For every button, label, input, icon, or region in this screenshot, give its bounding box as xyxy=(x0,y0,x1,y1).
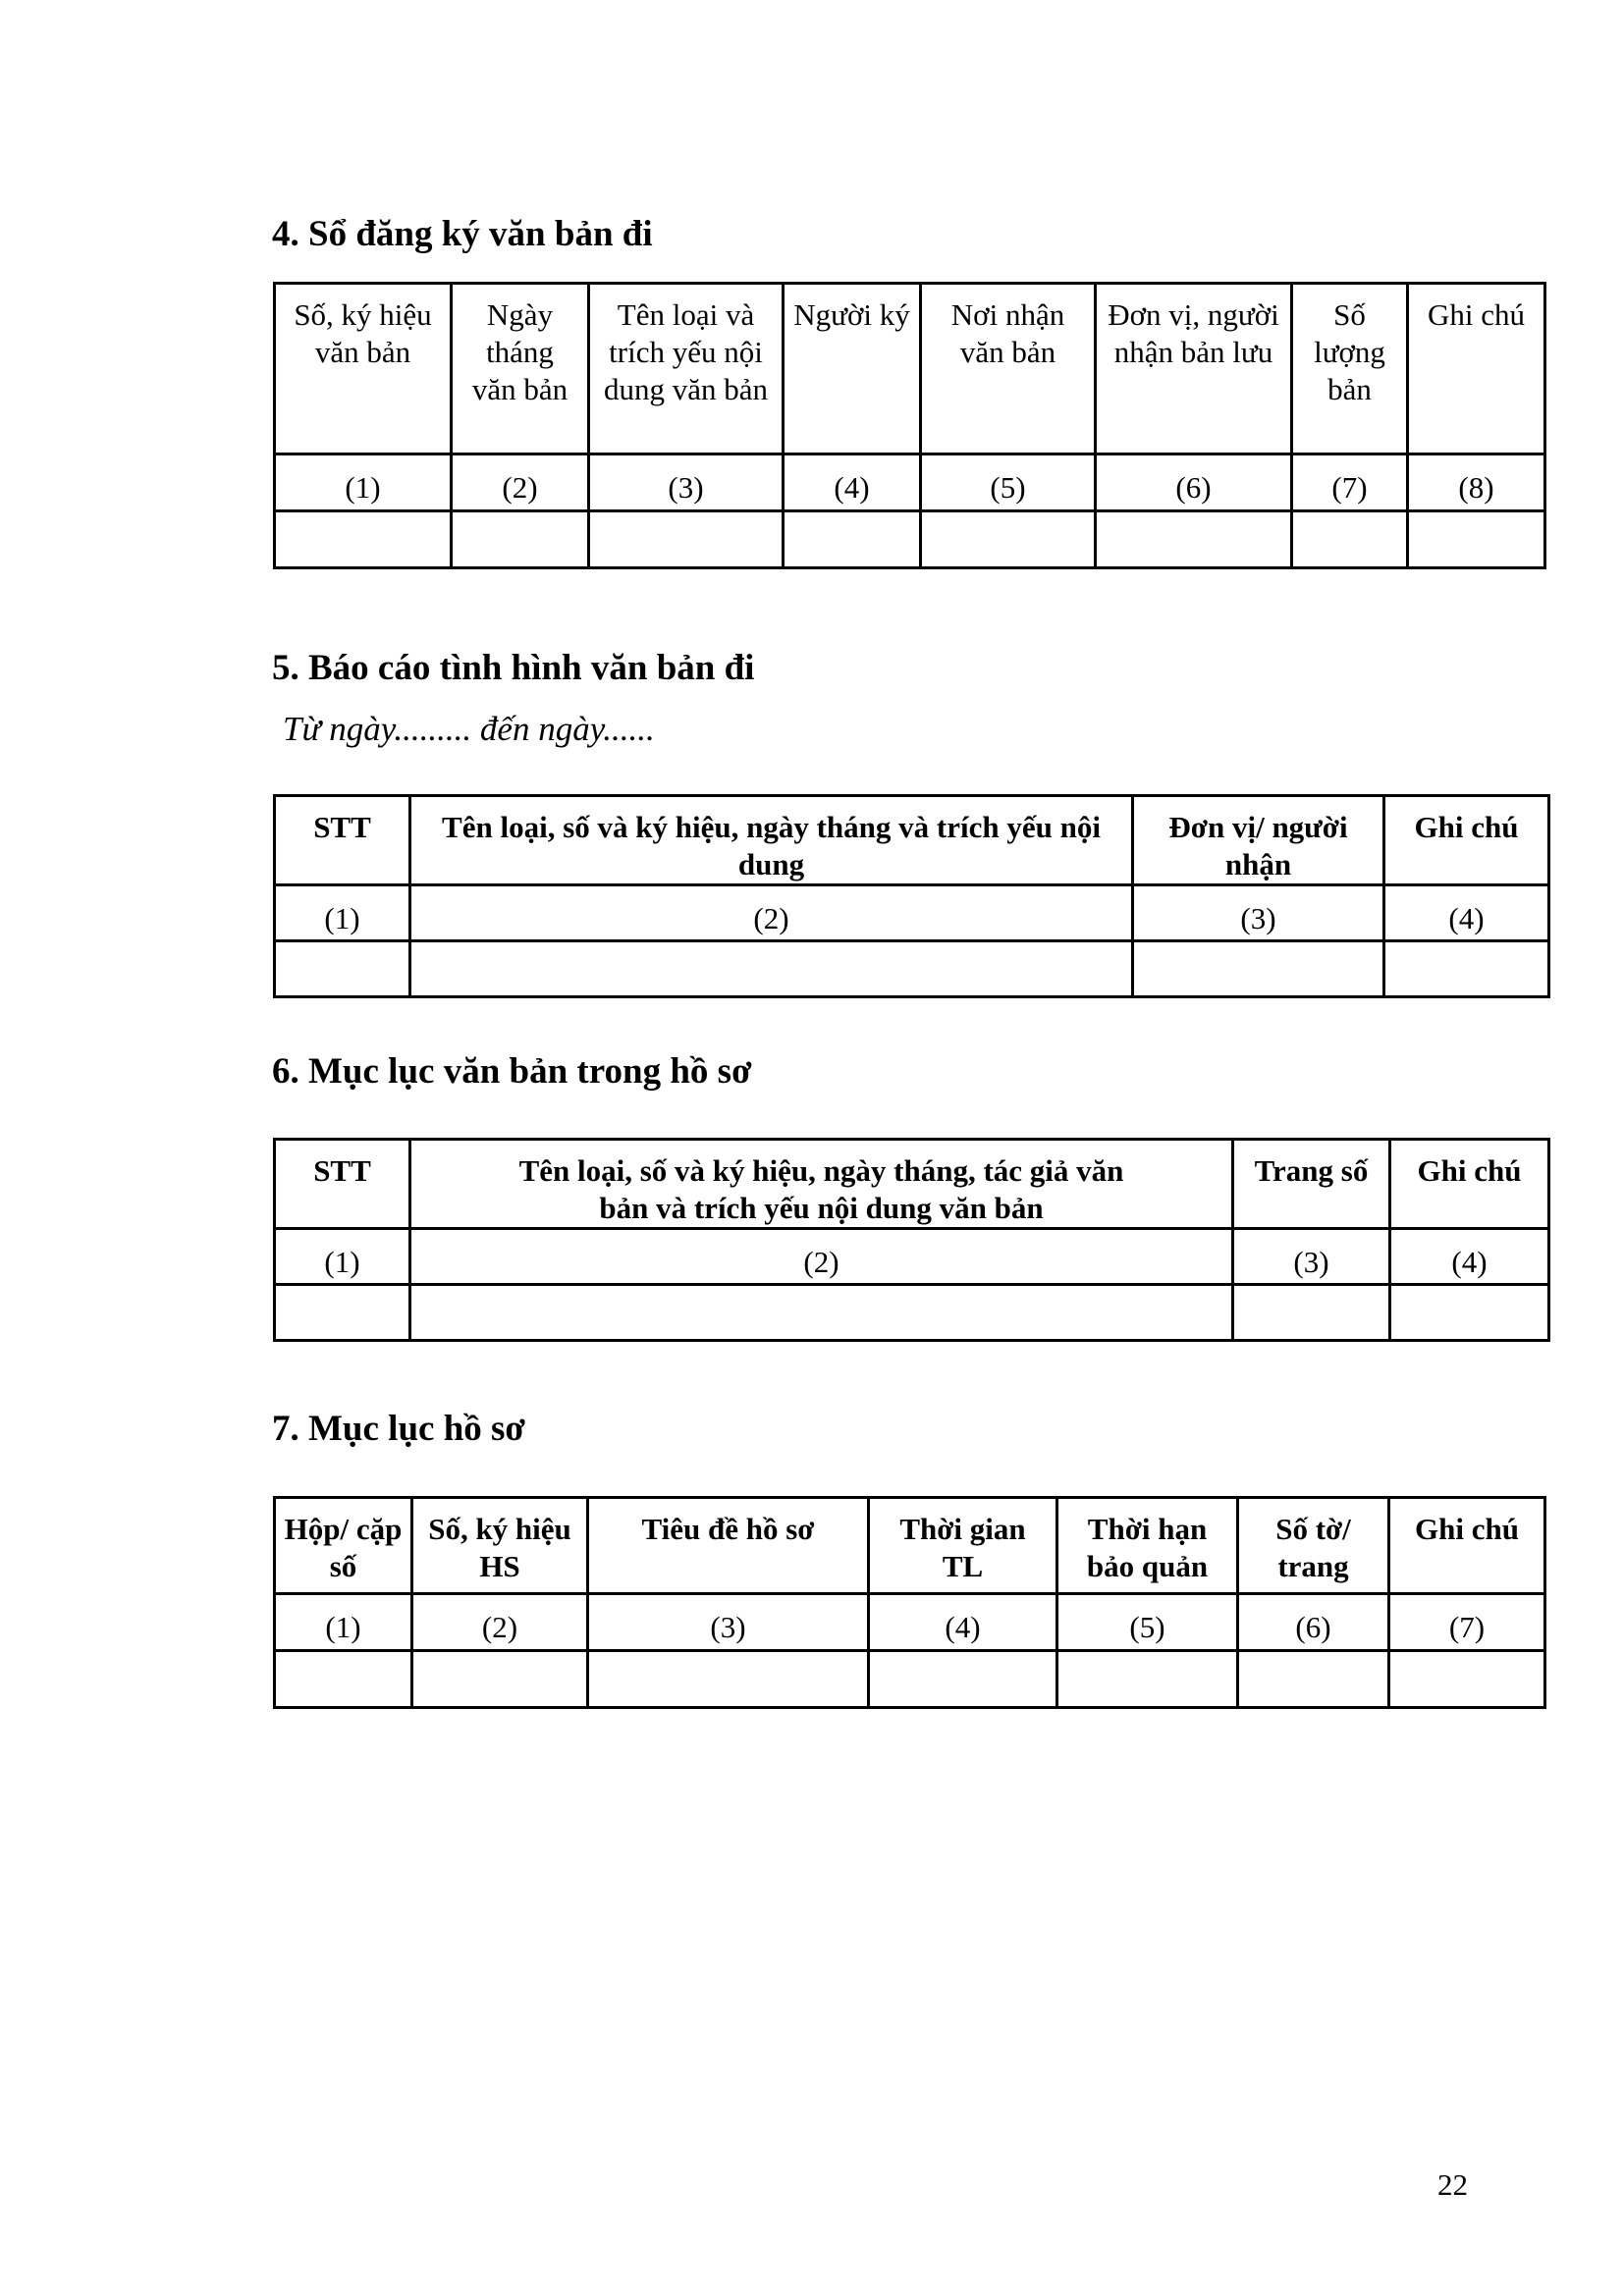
col-header: Tên loại và trích yếu nội dung văn bản xyxy=(589,284,784,454)
col-header: Trang số xyxy=(1233,1140,1390,1229)
empty-cell xyxy=(410,941,1133,997)
col-header: Thời gian TL xyxy=(869,1498,1057,1594)
number-row xyxy=(275,1594,1545,1651)
empty-cell xyxy=(452,511,589,568)
empty-cell xyxy=(1238,1651,1389,1708)
col-number: (5) xyxy=(921,454,1096,511)
empty-cell xyxy=(1390,1285,1549,1341)
empty-cell xyxy=(275,941,410,997)
col-header: Người ký xyxy=(784,284,921,454)
col-number: (8) xyxy=(1408,454,1545,511)
col-number: (7) xyxy=(1292,454,1408,511)
header-row xyxy=(275,796,1549,885)
col-header: Đơn vị, người nhận bản lưu xyxy=(1096,284,1292,454)
col-header: Tên loại, số và ký hiệu, ngày tháng, tác giả văn bản và trích yếu nội dung văn bản xyxy=(410,1140,1233,1229)
col-number: (4) xyxy=(1384,885,1549,941)
col-header: Số, ký hiệu văn bản xyxy=(275,284,452,454)
col-number: (1) xyxy=(275,1229,410,1285)
col-header: Ghi chú xyxy=(1408,284,1545,454)
col-number: (5) xyxy=(1057,1594,1238,1651)
empty-cell xyxy=(588,1651,869,1708)
section-6-title: 6. Mục lục văn bản trong hồ sơ xyxy=(272,1051,752,1092)
col-number: (4) xyxy=(1390,1229,1549,1285)
empty-cell xyxy=(869,1651,1057,1708)
section-7-title: 7. Mục lục hồ sơ xyxy=(272,1409,525,1449)
empty-cell xyxy=(589,511,784,568)
col-header: Ghi chú xyxy=(1384,796,1549,885)
empty-cell xyxy=(275,1651,412,1708)
section-5-title: 5. Báo cáo tình hình văn bản đi xyxy=(272,648,755,688)
col-number: (1) xyxy=(275,454,452,511)
empty-cell xyxy=(1133,941,1384,997)
date-range-line: Từ ngày......... đến ngày...... xyxy=(283,710,655,748)
col-number: (7) xyxy=(1389,1594,1545,1651)
empty-cell xyxy=(1096,511,1292,568)
col-header: Nơi nhận văn bản xyxy=(921,284,1096,454)
col-header: STT xyxy=(275,796,410,885)
empty-cell xyxy=(275,1285,410,1341)
col-header: Tiêu đề hồ sơ xyxy=(588,1498,869,1594)
col-number: (2) xyxy=(410,885,1133,941)
col-number: (2) xyxy=(412,1594,588,1651)
header-row xyxy=(275,1498,1545,1594)
records-index-table xyxy=(273,1496,1546,1709)
empty-cell xyxy=(1408,511,1545,568)
number-row xyxy=(275,454,1545,511)
empty-row xyxy=(275,941,1549,997)
file-documents-index-table xyxy=(273,1138,1550,1342)
empty-cell xyxy=(921,511,1096,568)
empty-row xyxy=(275,511,1545,568)
empty-cell xyxy=(1384,941,1549,997)
empty-cell xyxy=(1057,1651,1238,1708)
col-header: Thời hạn bảo quản xyxy=(1057,1498,1238,1594)
col-number: (6) xyxy=(1096,454,1292,511)
empty-row xyxy=(275,1651,1545,1708)
col-number: (3) xyxy=(589,454,784,511)
empty-cell xyxy=(1292,511,1408,568)
col-header: STT xyxy=(275,1140,410,1229)
empty-cell xyxy=(275,511,452,568)
page-number: 22 xyxy=(1437,2167,1468,2202)
col-header: Số lượng bản xyxy=(1292,284,1408,454)
outgoing-report-table xyxy=(273,794,1550,998)
col-header: Số, ký hiệu HS xyxy=(412,1498,588,1594)
number-row xyxy=(275,1229,1549,1285)
col-header: Tên loại, số và ký hiệu, ngày tháng và trích yếu nội dung xyxy=(410,796,1133,885)
col-header: Ghi chú xyxy=(1389,1498,1545,1594)
col-number: (3) xyxy=(1133,885,1384,941)
col-header: Số tờ/ trang xyxy=(1238,1498,1389,1594)
empty-cell xyxy=(784,511,921,568)
section-4-title: 4. Sổ đăng ký văn bản đi xyxy=(272,214,653,254)
header-row xyxy=(275,284,1545,454)
col-number: (1) xyxy=(275,885,410,941)
col-number: (3) xyxy=(588,1594,869,1651)
col-header: Hộp/ cặp số xyxy=(275,1498,412,1594)
col-number: (4) xyxy=(784,454,921,511)
col-number: (2) xyxy=(452,454,589,511)
col-number: (1) xyxy=(275,1594,412,1651)
col-number: (2) xyxy=(410,1229,1233,1285)
outgoing-register-table xyxy=(273,282,1546,569)
col-header: Đơn vị/ người nhận xyxy=(1133,796,1384,885)
col-header: Ghi chú xyxy=(1390,1140,1549,1229)
col-number: (6) xyxy=(1238,1594,1389,1651)
col-header: Ngày tháng văn bản xyxy=(452,284,589,454)
empty-cell xyxy=(1389,1651,1545,1708)
empty-cell xyxy=(412,1651,588,1708)
empty-cell xyxy=(410,1285,1233,1341)
col-number: (4) xyxy=(869,1594,1057,1651)
col-number: (3) xyxy=(1233,1229,1390,1285)
number-row xyxy=(275,885,1549,941)
empty-row xyxy=(275,1285,1549,1341)
header-row xyxy=(275,1140,1549,1229)
empty-cell xyxy=(1233,1285,1390,1341)
